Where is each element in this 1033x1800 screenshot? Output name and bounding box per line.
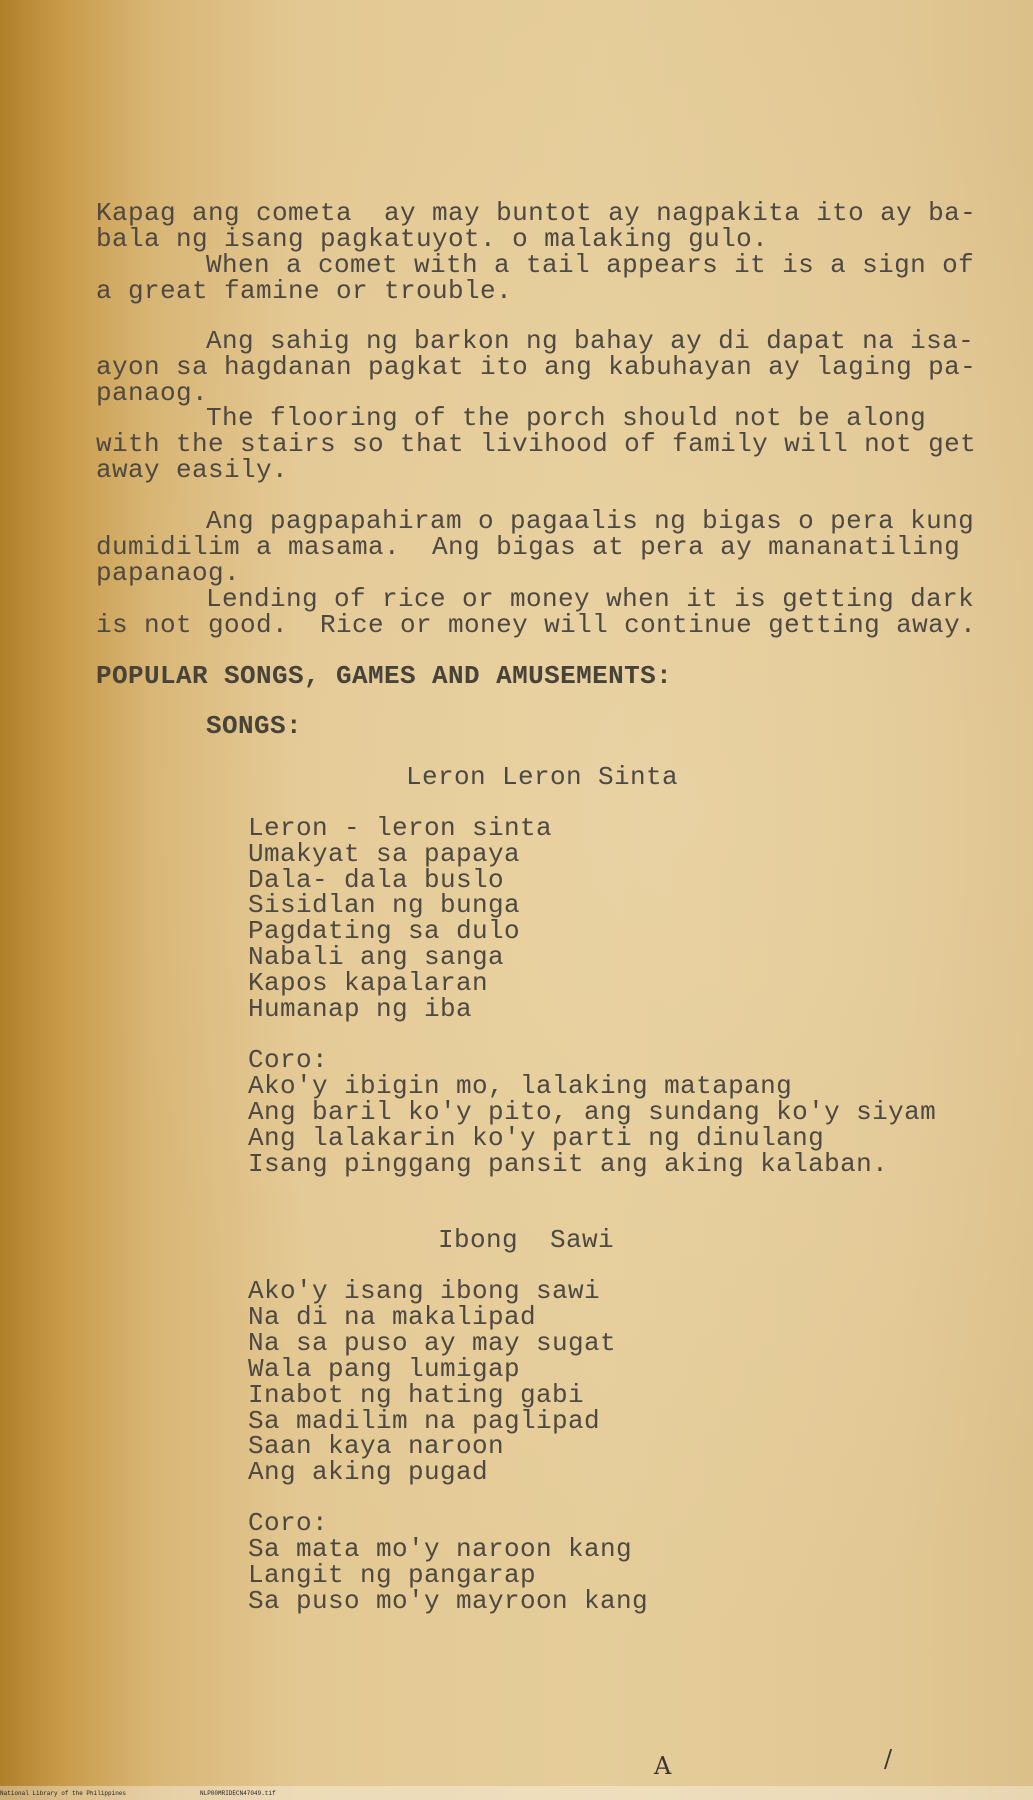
subsection-heading: SONGS:: [206, 711, 303, 741]
text-line: away easily.: [96, 455, 289, 485]
text-line: Ang pagpapahiram o pagaalis ng bigas o pera kung: [206, 506, 975, 536]
footer-band: [0, 1786, 1033, 1800]
lyric-line: Nabali ang sanga: [248, 942, 505, 972]
text-line: a great famine or trouble.: [96, 276, 513, 306]
text-line: papanaog.: [96, 558, 241, 588]
lyric-line: Kapos kapalaran: [248, 968, 489, 998]
lyric-line: Isang pinggang pansit ang aking kalaban.: [248, 1149, 889, 1179]
lyric-line: Ang aking pugad: [248, 1457, 489, 1487]
lyric-line: Sa mata mo'y naroon kang: [248, 1534, 633, 1564]
song-title: Ibong Sawi: [438, 1225, 615, 1255]
lyric-line: Humanap ng iba: [248, 994, 473, 1024]
text-line: panaog.: [96, 378, 209, 408]
handwritten-mark: /: [884, 1745, 893, 1773]
text-line: The flooring of the porch should not be along: [206, 403, 927, 433]
text-line: is not good. Rice or money will continue getting away.: [96, 610, 977, 640]
lyric-line: Ang lalakarin ko'y parti ng dinulang: [248, 1123, 825, 1153]
song-title: Leron Leron Sinta: [406, 762, 679, 792]
text-line: Kapag ang cometa ay may buntot ay nagpakita ito ay ba-: [96, 198, 977, 228]
handwritten-mark: A: [654, 1752, 672, 1780]
lyric-line: Na sa puso ay may sugat: [248, 1328, 617, 1358]
coro-label: Coro:: [248, 1508, 329, 1538]
text-line: ayon sa hagdanan pagkat ito ang kabuhayan ay laging pa-: [96, 352, 977, 382]
text-line: dumidilim a masama. Ang bigas at pera ay mananatiling: [96, 532, 961, 562]
lyric-line: Ako'y isang ibong sawi: [248, 1276, 601, 1306]
text-line: with the stairs so that livihood of family will not get: [96, 429, 977, 459]
text-line: When a comet with a tail appears it is a sign of: [206, 250, 975, 280]
lyric-line: Sa puso mo'y mayroon kang: [248, 1586, 649, 1616]
lyric-line: Umakyat sa papaya: [248, 839, 521, 869]
lyric-line: Leron - leron sinta: [248, 813, 553, 843]
lyric-line: Langit ng pangarap: [248, 1560, 537, 1590]
lyric-line: Pagdating sa dulo: [248, 916, 521, 946]
coro-label: Coro:: [248, 1045, 329, 1075]
lyric-line: Dala- dala buslo: [248, 865, 505, 895]
lyric-line: Sisidlan ng bunga: [248, 890, 521, 920]
text-line: Ang sahig ng barkon ng bahay ay di dapat na isa-: [206, 326, 975, 356]
section-heading: POPULAR SONGS, GAMES AND AMUSEMENTS:: [96, 661, 673, 691]
lyric-line: Inabot ng hating gabi: [248, 1380, 585, 1410]
lyric-line: Ako'y ibigin mo, lalaking matapang: [248, 1071, 793, 1101]
text-line: bala ng isang pagkatuyot. o malaking gulo.: [96, 224, 769, 254]
footer-library: National Library of the Philippines: [0, 1790, 127, 1797]
lyric-line: Wala pang lumigap: [248, 1354, 521, 1384]
lyric-line: Sa madilim na paglipad: [248, 1406, 601, 1436]
text-line: Lending of rice or money when it is getting dark: [206, 584, 975, 614]
lyric-line: Saan kaya naroon: [248, 1431, 505, 1461]
lyric-line: Na di na makalipad: [248, 1302, 537, 1332]
lyric-line: Ang baril ko'y pito, ang sundang ko'y siyam: [248, 1097, 937, 1127]
footer-filename: NLP00MRIDECN47049.tif: [200, 1790, 276, 1797]
